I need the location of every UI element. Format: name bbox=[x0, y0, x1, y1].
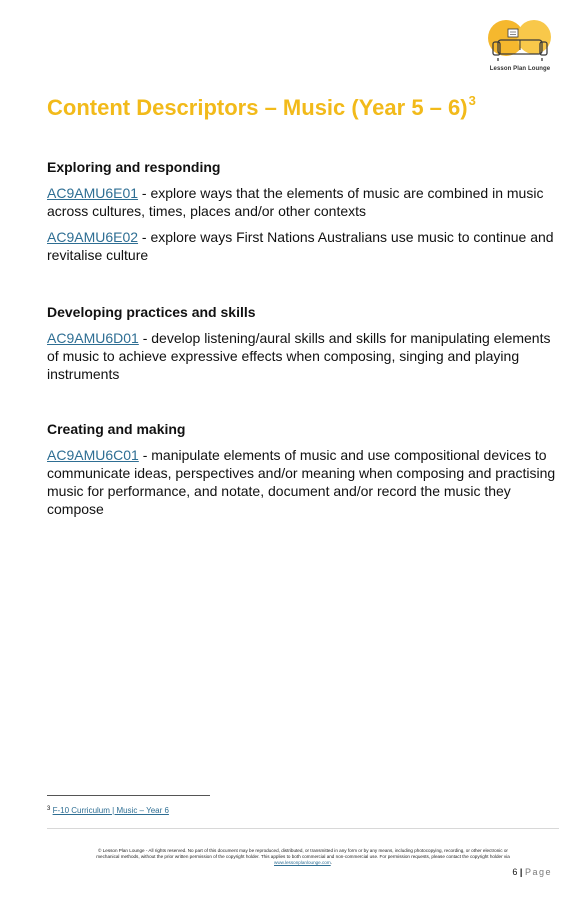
descriptor-text: - explore ways that the elements of music are combined in music across cultures, times, places and/or other contexts bbox=[47, 185, 544, 219]
website-suffix: . bbox=[330, 860, 332, 865]
copyright-line: © Lesson Plan Lounge - All rights reserved. No part of this document may be reproduced, distributed, or transmitted in any form or by any means, including photocopying, recording, or other electronic or bbox=[98, 848, 508, 853]
copyright-website-line bbox=[47, 860, 559, 866]
footnote bbox=[47, 806, 169, 815]
footnote-link[interactable]: F-10 Curriculum | Music – Year 6 bbox=[52, 806, 169, 815]
footnote-divider bbox=[47, 795, 210, 796]
descriptor-text: - develop listening/aural skills and skills for manipulating elements of music to achieve expressive effects when composing, singing and playing instruments bbox=[47, 330, 551, 382]
logo-text: Lesson Plan Lounge bbox=[489, 66, 551, 72]
section-creating-and-making bbox=[47, 421, 562, 526]
title-footnote-ref[interactable]: 3 bbox=[468, 93, 476, 108]
descriptor-item bbox=[47, 228, 562, 264]
copyright-notice bbox=[47, 848, 559, 866]
descriptor-code-link[interactable]: AC9AMU6E01 bbox=[47, 185, 139, 201]
descriptor-code-link[interactable]: AC9AMU6D01 bbox=[47, 330, 139, 346]
descriptor-text: - explore ways First Nations Australians use music to continue and revitalise culture bbox=[47, 229, 554, 263]
descriptor-code-link[interactable]: AC9AMU6E02 bbox=[47, 229, 139, 245]
descriptor-item bbox=[47, 329, 562, 383]
page-label: Page bbox=[524, 867, 552, 877]
lesson-plan-lounge-logo bbox=[484, 18, 556, 76]
page-title-text: Content Descriptors – Music (Year 5 – 6) bbox=[47, 95, 468, 120]
section-developing-practices-and-skills bbox=[47, 304, 562, 391]
footnote-number: 3 bbox=[47, 806, 51, 812]
descriptor-text: - manipulate elements of music and use compositional devices to communicate ideas, perspectives and/or meaning when composing and practising music for performance, and notate, document and/or record the music they compose bbox=[47, 447, 556, 517]
section-exploring-and-responding bbox=[47, 159, 562, 272]
page-number-value: 6 bbox=[512, 867, 518, 877]
descriptor-item bbox=[47, 184, 562, 220]
copyright-line: mechanical methods, without the prior written permission of the copyright holder. This applies to both commercial and non-commercial use. For permission requests, please contact the copyright holder via bbox=[96, 854, 510, 859]
section-heading: Developing practices and skills bbox=[47, 304, 256, 320]
page-title bbox=[47, 93, 476, 121]
section-heading: Exploring and responding bbox=[47, 159, 221, 175]
page-number bbox=[512, 867, 552, 877]
descriptor-code-link[interactable]: AC9AMU6C01 bbox=[47, 447, 139, 463]
sofa-icon bbox=[484, 18, 556, 66]
page-separator: | bbox=[519, 867, 523, 877]
descriptor-item bbox=[47, 446, 562, 518]
website-link[interactable]: www.lessonplanlounge.com bbox=[274, 860, 331, 865]
section-heading: Creating and making bbox=[47, 421, 186, 437]
footer-divider bbox=[47, 828, 559, 829]
